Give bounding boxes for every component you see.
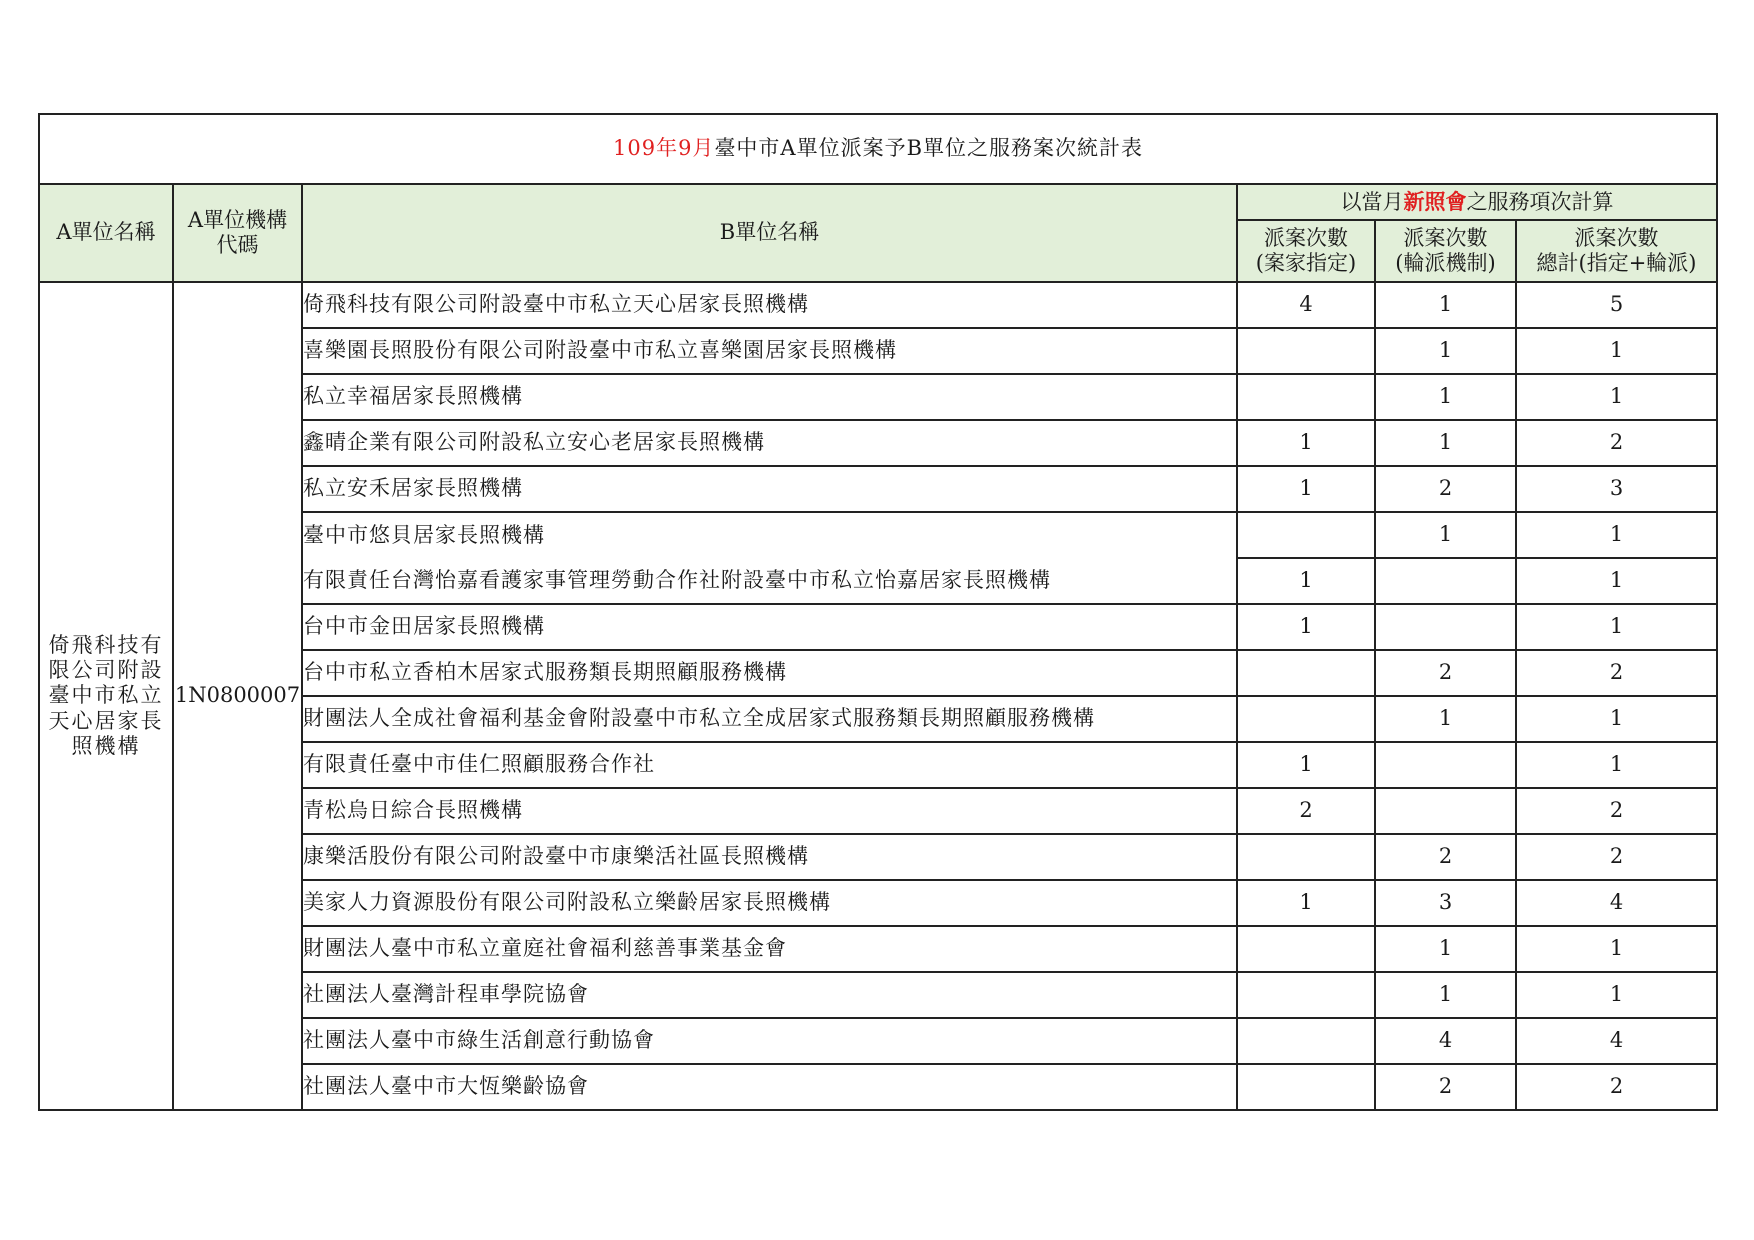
header-a-code-line1: A單位機構 <box>187 207 288 232</box>
table-title <box>39 114 1717 184</box>
statistics-table <box>38 113 1718 1111</box>
designated-count <box>1237 374 1375 420</box>
header-rotation-line2: (輪派機制) <box>1395 251 1496 275</box>
rotation-count <box>1375 788 1516 834</box>
b-unit-name: 鑫晴企業有限公司附設私立安心老居家長照機構 <box>302 420 1237 466</box>
rotation-count: 1 <box>1375 696 1516 742</box>
designated-count <box>1237 1018 1375 1064</box>
b-unit-name: 喜樂園長照股份有限公司附設臺中市私立喜樂園居家長照機構 <box>302 328 1237 374</box>
rotation-count: 2 <box>1375 1064 1516 1110</box>
a-unit-name: 倚飛科技有限公司附設臺中市私立天心居家長照機構 <box>39 282 173 1110</box>
header-total-line2: 總計(指定+輪派) <box>1536 251 1697 275</box>
header-group-highlight: 新照會 <box>1403 188 1467 214</box>
header-group-prefix: 以當月 <box>1340 189 1404 214</box>
b-unit-name: 有限責任台灣怡嘉看護家事管理勞動合作社附設臺中市私立怡嘉居家長照機構 <box>302 558 1237 604</box>
header-designated <box>1237 220 1375 282</box>
header-a-name: A單位名稱 <box>39 184 173 282</box>
table-body <box>39 282 1717 1110</box>
total-count: 5 <box>1516 282 1717 328</box>
rotation-count: 1 <box>1375 328 1516 374</box>
designated-count: 2 <box>1237 788 1375 834</box>
total-count: 2 <box>1516 834 1717 880</box>
b-unit-name: 臺中市悠貝居家長照機構 <box>302 512 1237 558</box>
rotation-count: 1 <box>1375 282 1516 328</box>
designated-count: 1 <box>1237 558 1375 604</box>
rotation-count: 1 <box>1375 972 1516 1018</box>
rotation-count <box>1375 558 1516 604</box>
b-unit-name: 青松烏日綜合長照機構 <box>302 788 1237 834</box>
header-a-code-line2: 代碼 <box>216 233 259 257</box>
b-unit-name: 社團法人臺中市大恆樂齡協會 <box>302 1064 1237 1110</box>
designated-count <box>1237 512 1375 558</box>
designated-count: 1 <box>1237 466 1375 512</box>
total-count: 2 <box>1516 650 1717 696</box>
total-count: 4 <box>1516 880 1717 926</box>
designated-count: 1 <box>1237 420 1375 466</box>
total-count: 1 <box>1516 742 1717 788</box>
total-count: 2 <box>1516 788 1717 834</box>
total-count: 2 <box>1516 420 1717 466</box>
header-designated-line2: (案家指定) <box>1255 251 1357 275</box>
total-count: 1 <box>1516 696 1717 742</box>
header-designated-line1: 派案次數 <box>1264 225 1348 250</box>
total-count: 1 <box>1516 328 1717 374</box>
title-period: 109年9月 <box>612 136 715 161</box>
designated-count <box>1237 696 1375 742</box>
b-unit-name: 財團法人全成社會福利基金會附設臺中市私立全成居家式服務類長期照顧服務機構 <box>302 696 1237 742</box>
designated-count <box>1237 1064 1375 1110</box>
total-count: 4 <box>1516 1018 1717 1064</box>
header-b-name: B單位名稱 <box>302 184 1237 282</box>
b-unit-name: 社團法人臺灣計程車學院協會 <box>302 972 1237 1018</box>
total-count: 1 <box>1516 926 1717 972</box>
designated-count <box>1237 926 1375 972</box>
total-count: 2 <box>1516 1064 1717 1110</box>
designated-count: 4 <box>1237 282 1375 328</box>
b-unit-name: 私立安禾居家長照機構 <box>302 466 1237 512</box>
rotation-count: 1 <box>1375 926 1516 972</box>
header-a-code <box>173 184 302 282</box>
designated-count: 1 <box>1237 742 1375 788</box>
rotation-count <box>1375 604 1516 650</box>
total-count: 1 <box>1516 972 1717 1018</box>
a-unit-code: 1N0800007 <box>173 282 302 1110</box>
table-row <box>39 282 1717 328</box>
total-count: 1 <box>1516 558 1717 604</box>
total-count: 1 <box>1516 604 1717 650</box>
total-count: 3 <box>1516 466 1717 512</box>
total-count: 1 <box>1516 374 1717 420</box>
designated-count: 1 <box>1237 880 1375 926</box>
header-group-suffix: 之服務項次計算 <box>1466 189 1614 214</box>
b-unit-name: 社團法人臺中市綠生活創意行動協會 <box>302 1018 1237 1064</box>
rotation-count: 2 <box>1375 834 1516 880</box>
rotation-count: 4 <box>1375 1018 1516 1064</box>
header-group <box>1237 184 1717 220</box>
b-unit-name: 台中市私立香柏木居家式服務類長期照顧服務機構 <box>302 650 1237 696</box>
total-count: 1 <box>1516 512 1717 558</box>
rotation-count: 1 <box>1375 420 1516 466</box>
b-unit-name: 康樂活股份有限公司附設臺中市康樂活社區長照機構 <box>302 834 1237 880</box>
b-unit-name: 財團法人臺中市私立童庭社會福利慈善事業基金會 <box>302 926 1237 972</box>
b-unit-name: 有限責任臺中市佳仁照顧服務合作社 <box>302 742 1237 788</box>
designated-count <box>1237 972 1375 1018</box>
designated-count <box>1237 834 1375 880</box>
b-unit-name: 倚飛科技有限公司附設臺中市私立天心居家長照機構 <box>302 282 1237 328</box>
designated-count <box>1237 328 1375 374</box>
header-rotation-line1: 派案次數 <box>1403 225 1488 250</box>
rotation-count: 2 <box>1375 650 1516 696</box>
rotation-count <box>1375 742 1516 788</box>
header-total <box>1516 220 1717 282</box>
b-unit-name: 台中市金田居家長照機構 <box>302 604 1237 650</box>
b-unit-name: 私立幸福居家長照機構 <box>302 374 1237 420</box>
rotation-count: 3 <box>1375 880 1516 926</box>
rotation-count: 1 <box>1375 512 1516 558</box>
header-total-line1: 派案次數 <box>1574 225 1659 250</box>
rotation-count: 2 <box>1375 466 1516 512</box>
b-unit-name: 美家人力資源股份有限公司附設私立樂齡居家長照機構 <box>302 880 1237 926</box>
header-rotation <box>1375 220 1516 282</box>
designated-count <box>1237 650 1375 696</box>
title-text: 臺中市A單位派案予B單位之服務案次統計表 <box>714 136 1144 161</box>
designated-count: 1 <box>1237 604 1375 650</box>
rotation-count: 1 <box>1375 374 1516 420</box>
